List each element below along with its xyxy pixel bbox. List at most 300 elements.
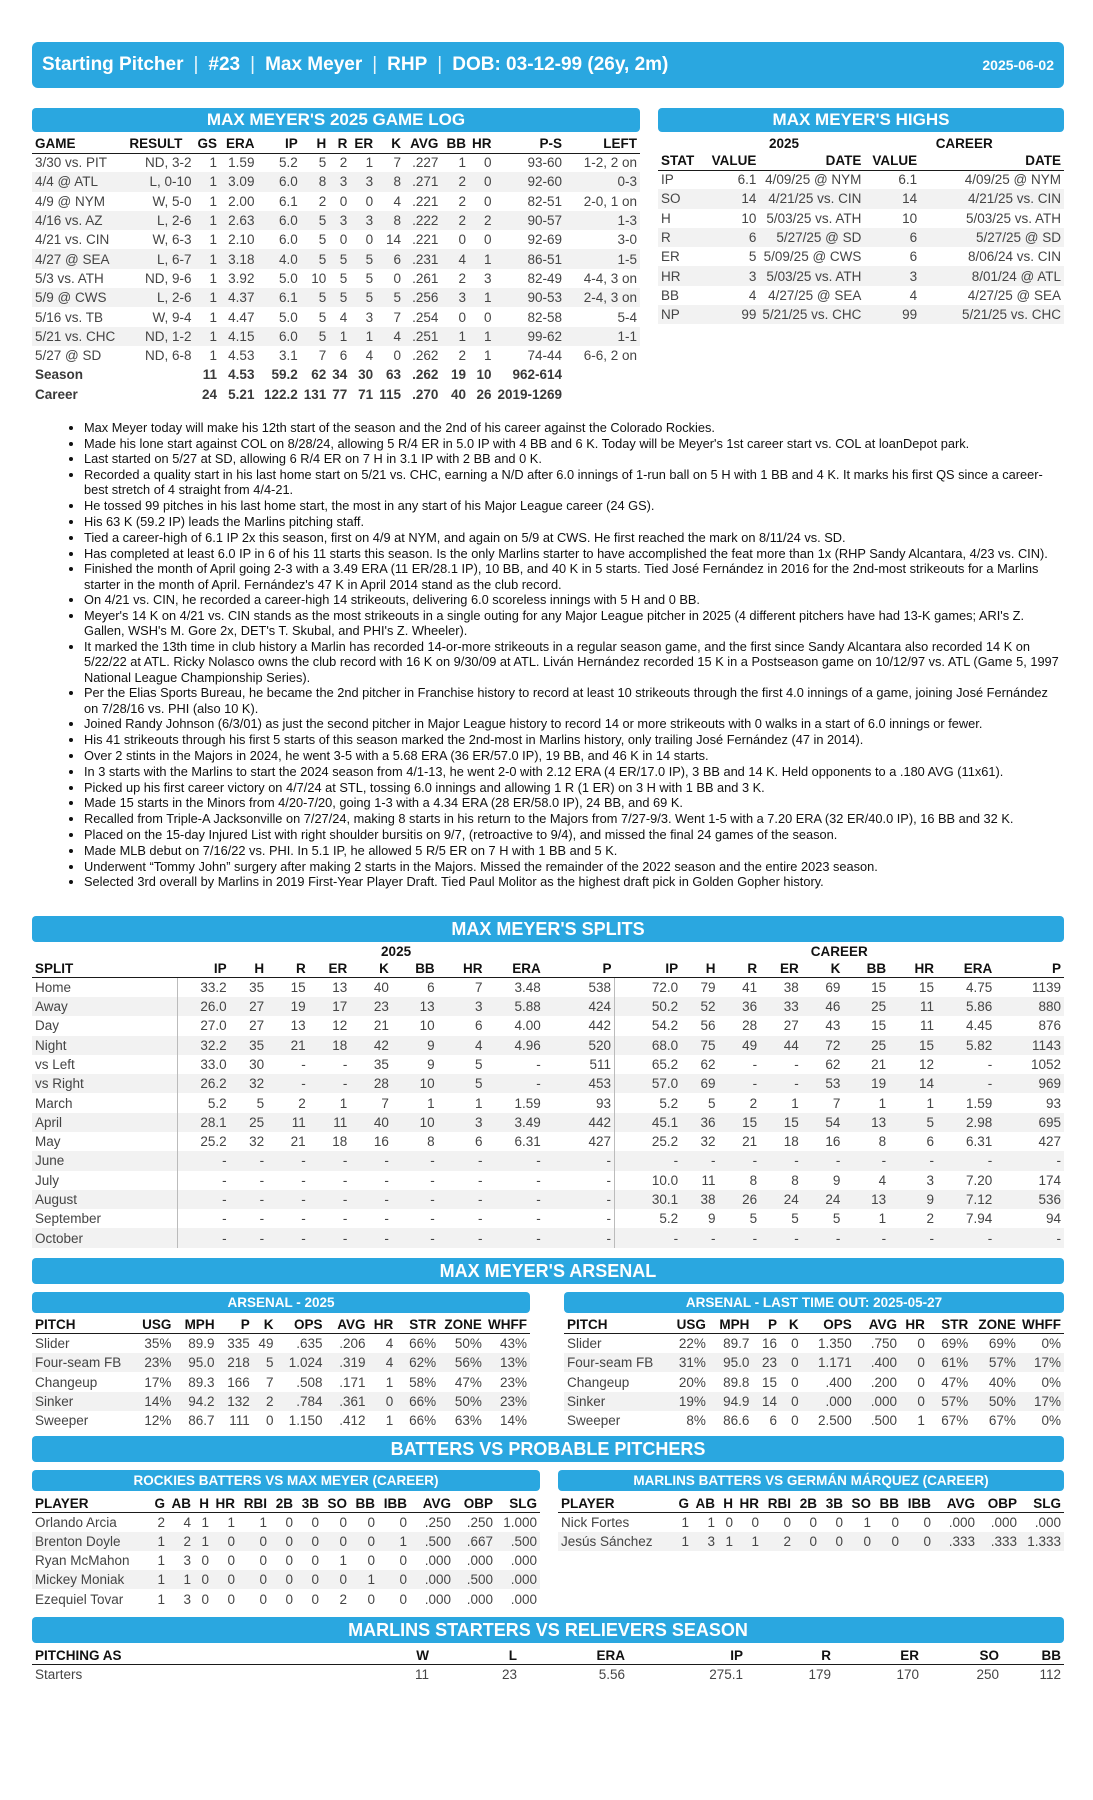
table-cell: 23: [752, 1353, 780, 1372]
table-cell: 7: [475, 980, 483, 995]
column-header: PITCHING AS: [32, 1647, 162, 1665]
pitching-role-row: [32, 1665, 1064, 1684]
table-cell: 9: [832, 1172, 841, 1188]
column-header: G: [150, 1494, 168, 1512]
table-cell: 33.2: [178, 978, 230, 997]
table-cell: 15: [871, 980, 887, 995]
table-cell: 0: [874, 1532, 902, 1551]
table-cell: 0: [725, 1514, 733, 1530]
table-cell: 90-57: [495, 211, 566, 230]
table-cell: 45.1: [615, 1113, 682, 1132]
arsenal-row: [32, 1334, 530, 1353]
table-cell: 4/27 @ SEA: [32, 249, 126, 268]
table-cell: 5.2: [615, 1209, 682, 1228]
splits-table: [32, 943, 1064, 1248]
table-cell: 4.53: [228, 348, 255, 364]
batters-section: [32, 1436, 1064, 1608]
table-cell: 0: [259, 1591, 267, 1607]
table-cell: ND, 1-2: [126, 327, 194, 346]
table-cell: 0: [780, 1353, 802, 1372]
batter-row: [558, 1532, 1064, 1551]
table-cell: 43: [825, 1018, 841, 1034]
table-cell: 4.0: [257, 249, 300, 268]
table-cell: 1-2, 2 on: [583, 155, 637, 171]
table-cell: 34: [332, 367, 348, 383]
table-cell: 1: [458, 155, 466, 171]
table-cell: .171: [339, 1374, 366, 1390]
column-header: P-S: [495, 135, 566, 153]
table-cell: -: [794, 1056, 799, 1072]
table-cell: 99: [864, 305, 920, 324]
table-cell: 40: [450, 386, 466, 402]
table-cell: 5: [301, 211, 330, 230]
table-cell: 5: [889, 1113, 937, 1132]
column-header: HR: [889, 960, 937, 978]
table-cell: 3: [438, 1113, 486, 1132]
table-cell: 2: [458, 348, 466, 364]
table-cell: 0: [393, 270, 402, 286]
note-item: • Has completed at least 6.0 IP in 6 of his 11 starts this season. Is the only Marlins starter to have accomplished the feat more than 1x (RHP Sandy Alcantara, 4/23 vs. CIN).: [84, 546, 1064, 561]
table-cell: 0: [194, 1570, 212, 1589]
table-cell: Sweeper: [35, 1413, 89, 1429]
table-cell: [126, 365, 194, 384]
table-cell: 427: [1038, 1134, 1061, 1150]
table-cell: 6.1: [257, 288, 300, 307]
table-cell: Day: [35, 1018, 60, 1034]
table-cell: -: [309, 1074, 351, 1093]
table-cell: .412: [339, 1413, 366, 1429]
table-cell: -: [178, 1190, 230, 1209]
table-cell: 40: [350, 1113, 392, 1132]
table-cell: -: [544, 1190, 615, 1209]
table-cell: .231: [404, 249, 441, 268]
table-cell: 50%: [454, 1336, 482, 1352]
table-cell: 99-62: [495, 327, 566, 346]
table-cell: .784: [277, 1392, 326, 1411]
column-header: H: [718, 1494, 736, 1512]
table-cell: -: [392, 1151, 438, 1170]
table-cell: 74-44: [527, 348, 563, 364]
table-cell: 7: [393, 155, 402, 171]
column-header: H: [230, 960, 267, 978]
table-cell: 57%: [971, 1353, 1019, 1372]
game-log-row: [32, 346, 640, 365]
table-cell: 11: [202, 367, 218, 383]
table-cell: 1: [339, 1095, 348, 1111]
table-cell: 2: [339, 155, 348, 171]
table-cell: 33.0: [178, 1055, 230, 1074]
table-cell: 0: [238, 1532, 270, 1551]
table-cell: -: [478, 1211, 483, 1227]
game-log-row: [32, 172, 640, 191]
column-header: R: [329, 135, 350, 153]
table-cell: October: [32, 1228, 178, 1247]
table-cell: Changeup: [35, 1374, 98, 1390]
column-header: SLG: [496, 1494, 540, 1512]
table-cell: 35: [249, 980, 265, 995]
table-cell: 122.2: [263, 386, 298, 402]
table-cell: 0%: [1041, 1374, 1061, 1390]
table-cell: 0: [365, 232, 374, 248]
table-cell: 1: [201, 1514, 209, 1530]
starters-relievers-title: MARLINS STARTERS VS RELIEVERS SEASON: [32, 1617, 1064, 1643]
table-cell: -: [889, 1228, 937, 1247]
table-cell: 15: [871, 1018, 887, 1034]
table-cell: 47%: [454, 1374, 482, 1390]
table-cell: 2.500: [817, 1413, 852, 1429]
batter-row: [32, 1532, 540, 1551]
table-cell: -: [752, 1056, 758, 1072]
table-cell: 8: [749, 1172, 758, 1188]
table-cell: 33: [760, 997, 802, 1016]
splits-section: [32, 916, 1064, 1248]
table-cell: 1: [791, 1095, 799, 1111]
table-cell: 4/09/25 @ NYM: [964, 172, 1061, 188]
game-log-row: [32, 192, 640, 211]
table-cell: 1: [378, 1532, 410, 1551]
table-cell: 1: [150, 1532, 168, 1551]
table-cell: 38: [783, 980, 799, 995]
column-header: ERA: [520, 1647, 628, 1665]
table-cell: 24: [760, 1190, 802, 1209]
table-cell: -: [230, 1151, 267, 1170]
table-cell: 92-60: [495, 172, 566, 191]
table-cell: 67%: [941, 1413, 969, 1429]
rockies-batters-header-row: [32, 1494, 540, 1512]
arsenal-title: MAX MEYER'S ARSENAL: [32, 1258, 1064, 1284]
table-cell: -: [342, 1056, 348, 1072]
table-cell: 3: [365, 309, 374, 325]
table-cell: 0: [399, 1552, 407, 1568]
table-cell: 1: [365, 155, 374, 171]
table-cell: 19: [267, 997, 309, 1016]
column-header: AVG: [326, 1316, 369, 1334]
table-cell: 536: [995, 1190, 1064, 1209]
table-cell: 427: [588, 1134, 612, 1150]
column-header: STR: [928, 1316, 971, 1334]
table-cell: Season: [35, 367, 84, 383]
rockies-batters-section: [32, 1470, 540, 1608]
table-cell: 969: [995, 1074, 1064, 1093]
game-log-row: [32, 288, 640, 307]
split-row: [32, 1151, 1064, 1170]
table-cell: 6: [339, 348, 348, 364]
table-cell: 53: [802, 1074, 844, 1093]
column-header: P: [544, 960, 615, 978]
table-cell: 13: [843, 1190, 889, 1209]
column-header: HR: [212, 1494, 238, 1512]
table-cell: 0: [791, 1413, 799, 1429]
table-cell: 0: [227, 1552, 235, 1568]
table-cell: 13: [332, 980, 348, 995]
table-cell: -: [230, 1228, 267, 1247]
table-cell: 23%: [485, 1392, 530, 1411]
table-cell: 1: [674, 1532, 692, 1551]
table-cell: -: [384, 1172, 389, 1188]
table-cell: 15: [761, 1374, 777, 1390]
table-cell: 5.56: [598, 1667, 625, 1683]
column-header: 2B: [270, 1494, 296, 1512]
table-cell: 0: [367, 1591, 375, 1607]
table-cell: -: [615, 1151, 682, 1170]
table-cell: 46: [802, 997, 844, 1016]
table-cell: 2-4, 3 on: [565, 288, 640, 307]
table-cell: 1: [157, 1591, 165, 1607]
table-cell: .000: [1034, 1514, 1061, 1530]
table-cell: .000: [855, 1392, 900, 1411]
table-cell: 27.0: [178, 1016, 230, 1035]
table-cell: L, 6-7: [126, 249, 194, 268]
table-cell: .206: [339, 1336, 366, 1352]
table-cell: .000: [802, 1392, 855, 1411]
rockies-batters-title: ROCKIES BATTERS VS MAX MEYER (CAREER): [32, 1470, 540, 1491]
table-cell: 4-4, 3 on: [583, 270, 637, 286]
table-cell: 25: [230, 1113, 267, 1132]
table-cell: 520: [544, 1036, 615, 1055]
table-cell: 5.88: [486, 997, 544, 1016]
column-header: AB: [168, 1494, 194, 1512]
column-header: ZONE: [971, 1316, 1019, 1334]
table-cell: 0: [201, 1591, 209, 1607]
table-cell: .000: [496, 1570, 540, 1589]
arsenal-2025-table: [32, 1316, 530, 1430]
table-cell: 13: [843, 1113, 889, 1132]
table-cell: .000: [410, 1570, 454, 1589]
highs-group-row: [658, 135, 1064, 152]
table-cell: 3: [483, 270, 492, 286]
table-cell: 26: [719, 1190, 761, 1209]
table-cell: 0: [483, 309, 492, 325]
table-cell: 16: [825, 1134, 841, 1150]
column-header: K: [376, 135, 404, 153]
table-cell: 0%: [1041, 1413, 1061, 1429]
separator: |: [437, 54, 443, 75]
game-log-row: [32, 211, 640, 230]
table-cell: 28: [350, 1074, 392, 1093]
table-cell: 13%: [485, 1353, 530, 1372]
game-log-row: [32, 269, 640, 288]
column-header: USG: [137, 1316, 175, 1334]
table-cell: 275.1: [709, 1667, 743, 1683]
highs-title: MAX MEYER'S HIGHS: [658, 108, 1064, 132]
table-cell: ND, 3-2: [145, 155, 192, 171]
column-header: BB: [1002, 1647, 1064, 1665]
table-cell: 89.9: [188, 1336, 215, 1352]
column-header: ER: [760, 960, 802, 978]
table-cell: ND, 9-6: [145, 270, 192, 286]
table-cell: 2: [339, 1591, 347, 1607]
table-cell: 28: [742, 1018, 758, 1034]
table-cell: 20%: [678, 1374, 706, 1390]
table-cell: 0: [783, 1514, 791, 1530]
table-cell: 40%: [988, 1374, 1016, 1390]
table-cell: 42: [350, 1036, 392, 1055]
table-cell: 62: [825, 1056, 841, 1072]
table-cell: 44: [760, 1036, 802, 1055]
column-header: SPLIT: [32, 960, 178, 978]
table-cell: 166: [227, 1374, 250, 1390]
column-header: ER: [834, 1647, 922, 1665]
column-header: USG: [669, 1316, 709, 1334]
table-cell: 2: [441, 172, 469, 191]
arsenal-row: [564, 1353, 1064, 1372]
table-cell: 5: [365, 270, 374, 286]
table-cell: -: [267, 1151, 309, 1170]
table-cell: 89.8: [723, 1374, 750, 1390]
arsenal-row: [564, 1334, 1064, 1353]
table-cell: 1: [194, 1532, 212, 1551]
table-cell: 1: [736, 1532, 762, 1551]
table-cell: 3.1: [278, 348, 298, 364]
table-cell: 17%: [1019, 1353, 1064, 1372]
table-cell: 1: [168, 1570, 194, 1589]
arsenal-last-header-row: [564, 1316, 1064, 1334]
column-header: ERA: [220, 135, 257, 153]
table-cell: -: [384, 1211, 389, 1227]
table-cell: 4.75: [965, 980, 993, 995]
table-cell: -: [350, 1228, 392, 1247]
table-cell: 99: [704, 305, 760, 324]
table-cell: 23: [350, 997, 392, 1016]
column-header: OBP: [454, 1494, 496, 1512]
column-header: ER: [350, 135, 376, 153]
table-cell: 2: [441, 211, 469, 230]
table-cell: 3.18: [220, 249, 257, 268]
table-cell: 5/03/25 vs. ATH: [965, 210, 1061, 226]
table-cell: 6.0: [257, 172, 300, 191]
column-header: AVG: [934, 1494, 978, 1512]
column-header: HR: [736, 1494, 762, 1512]
table-cell: R: [658, 228, 704, 247]
table-cell: 0: [923, 1514, 931, 1530]
table-cell: 86-51: [495, 249, 566, 268]
table-cell: vs Right: [32, 1074, 178, 1093]
column-header: IBB: [902, 1494, 934, 1512]
table-cell: 94.9: [709, 1392, 753, 1411]
table-cell: 4: [385, 1336, 394, 1352]
table-cell: 4/4 @ ATL: [32, 172, 126, 191]
column-header: ERA: [486, 960, 544, 978]
table-cell: 424: [544, 997, 615, 1016]
column-header: BB: [392, 960, 438, 978]
table-cell: 3.49: [486, 1113, 544, 1132]
table-cell: 30: [249, 1056, 265, 1072]
table-cell: 3.09: [220, 172, 257, 191]
table-cell: Night: [32, 1036, 178, 1055]
table-cell: 30: [358, 367, 374, 383]
table-cell: 511: [589, 1056, 612, 1072]
column-header: OPS: [802, 1316, 855, 1334]
column-header: BB: [441, 135, 469, 153]
table-cell: 1: [469, 327, 495, 346]
table-cell: 72.0: [615, 978, 682, 997]
table-cell: 538: [588, 980, 612, 995]
table-cell: 6.1: [898, 172, 918, 188]
table-cell: 1.333: [1020, 1532, 1064, 1551]
table-cell: IP: [661, 172, 674, 188]
table-cell: 10: [419, 1018, 435, 1034]
split-row: [32, 1055, 1064, 1074]
table-cell: 4: [878, 1172, 887, 1188]
table-cell: 1: [227, 1514, 235, 1530]
table-cell: 6: [427, 980, 435, 995]
split-row: [32, 978, 1064, 997]
table-cell: 43%: [499, 1336, 527, 1352]
table-cell: -: [178, 1209, 230, 1228]
column-header: DATE: [920, 152, 1064, 170]
table-cell: -: [392, 1190, 438, 1209]
highs-row: [658, 228, 1064, 247]
table-cell: 18: [783, 1134, 799, 1150]
table-cell: 1052: [1030, 1056, 1061, 1072]
table-cell: 79: [700, 980, 716, 995]
rockies-batters-table: [32, 1494, 540, 1608]
table-cell: -: [802, 1151, 844, 1170]
table-cell: Sinker: [32, 1392, 137, 1411]
column-header: PLAYER: [32, 1494, 150, 1512]
table-cell: 0: [917, 1374, 925, 1390]
marlins-batters-header-row: [558, 1494, 1064, 1512]
table-cell: 62: [311, 367, 327, 383]
table-cell: 58%: [409, 1374, 437, 1390]
table-cell: -: [843, 1228, 889, 1247]
table-cell: 8/06/24 vs. CIN: [967, 249, 1061, 265]
table-cell: -: [889, 1151, 937, 1170]
table-cell: 5/03/25 vs. ATH: [766, 210, 862, 226]
table-cell: 5: [748, 249, 757, 265]
table-cell: 0: [900, 1353, 928, 1372]
table-cell: 6: [864, 228, 920, 247]
table-cell: 15: [290, 980, 306, 995]
column-header: ER: [309, 960, 351, 978]
table-cell: -: [301, 1172, 306, 1188]
table-cell: .500: [454, 1570, 496, 1589]
table-cell: 35: [373, 1056, 389, 1072]
table-cell: 30.1: [615, 1190, 682, 1209]
batter-row: [558, 1512, 1064, 1531]
table-cell: 3: [441, 288, 469, 307]
table-cell: 4/16 vs. AZ: [32, 211, 126, 230]
table-cell: 0: [902, 1532, 934, 1551]
table-cell: 27: [230, 997, 267, 1016]
split-row: [32, 1074, 1064, 1093]
table-cell: 1: [926, 1095, 934, 1111]
table-cell: 1139: [1031, 980, 1061, 995]
table-cell: -: [392, 1228, 438, 1247]
table-cell: 72: [802, 1036, 844, 1055]
highs-row: [658, 170, 1064, 189]
table-cell: 0: [311, 1552, 319, 1568]
column-header: RBI: [238, 1494, 270, 1512]
table-cell: 453: [544, 1074, 615, 1093]
table-cell: 1: [469, 288, 495, 307]
column-header: H: [681, 960, 718, 978]
table-cell: 3: [329, 172, 350, 191]
table-cell: 6: [909, 249, 918, 265]
table-cell: .250: [466, 1514, 493, 1530]
table-cell: 1.59: [965, 1095, 993, 1111]
table-cell: 8%: [686, 1413, 706, 1429]
column-header: IP: [615, 960, 682, 978]
table-cell: 19%: [669, 1392, 709, 1411]
note-item: • On 4/21 vs. CIN, he recorded a career-high 14 strikeouts, delivering 6.0 scoreless innings with 5 H and 0 BB.: [84, 592, 1064, 607]
table-cell: 1.350: [817, 1336, 852, 1352]
column-header: R: [267, 960, 309, 978]
table-cell: 0: [458, 232, 466, 248]
table-cell: 9: [708, 1211, 716, 1227]
table-cell: -: [937, 1151, 995, 1170]
table-cell: 26: [476, 386, 492, 402]
